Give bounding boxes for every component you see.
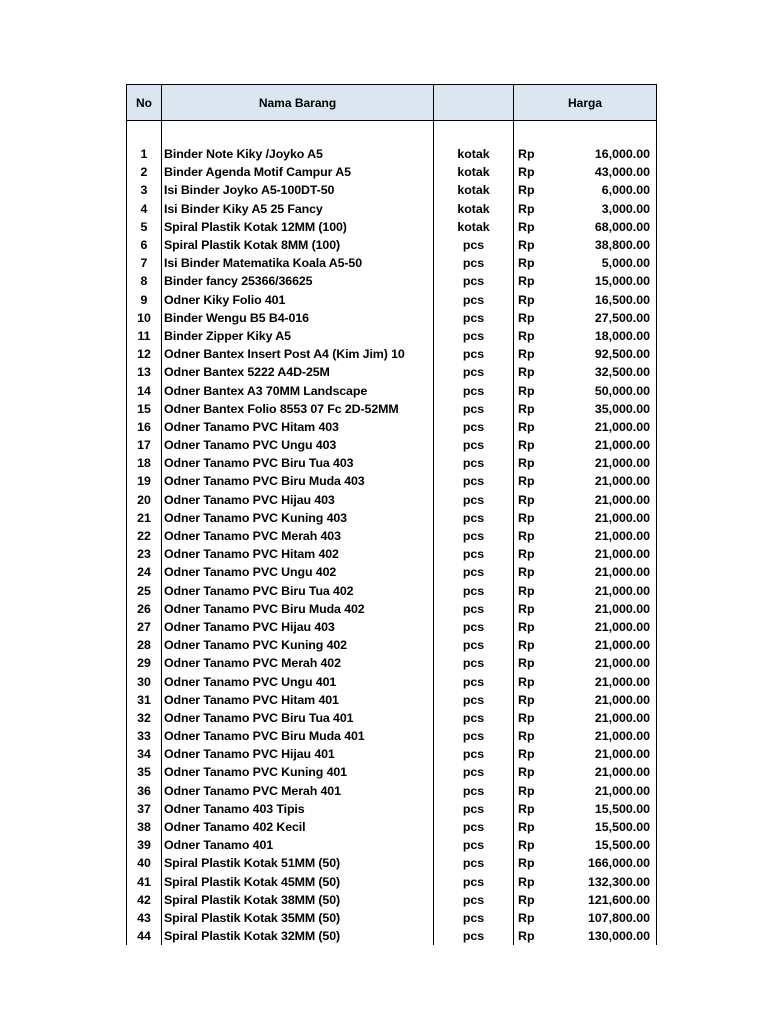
row-no: 30 <box>127 672 162 690</box>
row-no: 44 <box>127 927 162 945</box>
row-currency: Rp <box>514 272 552 290</box>
row-price: 21,000.00 <box>552 672 657 690</box>
row-unit: pcs <box>434 327 514 345</box>
row-price: 132,300.00 <box>552 873 657 891</box>
row-no: 3 <box>127 181 162 199</box>
price-list-sheet <box>126 84 656 945</box>
row-item-name: Binder Wengu B5 B4-016 <box>162 309 434 327</box>
table-row <box>127 727 657 745</box>
row-unit: pcs <box>434 400 514 418</box>
row-no: 28 <box>127 636 162 654</box>
row-unit: kotak <box>434 200 514 218</box>
table-row <box>127 745 657 763</box>
row-currency: Rp <box>514 800 552 818</box>
row-price: 15,500.00 <box>552 818 657 836</box>
row-item-name: Odner Tanamo PVC Kuning 402 <box>162 636 434 654</box>
header-price: Harga <box>514 85 657 121</box>
row-currency: Rp <box>514 854 552 872</box>
row-currency: Rp <box>514 709 552 727</box>
row-item-name: Binder Note Kiky /Joyko A5 <box>162 145 434 163</box>
row-price: 16,000.00 <box>552 145 657 163</box>
row-currency: Rp <box>514 254 552 272</box>
row-currency: Rp <box>514 400 552 418</box>
row-unit: pcs <box>434 854 514 872</box>
row-item-name: Odner Tanamo 402 Kecil <box>162 818 434 836</box>
row-unit: pcs <box>434 891 514 909</box>
row-unit: pcs <box>434 836 514 854</box>
row-item-name: Isi Binder Joyko A5-100DT-50 <box>162 181 434 199</box>
row-unit: pcs <box>434 454 514 472</box>
row-currency: Rp <box>514 491 552 509</box>
table-row <box>127 236 657 254</box>
row-unit: kotak <box>434 163 514 181</box>
table-row <box>127 472 657 490</box>
row-price: 21,000.00 <box>552 763 657 781</box>
row-price: 21,000.00 <box>552 418 657 436</box>
row-no: 12 <box>127 345 162 363</box>
row-currency: Rp <box>514 636 552 654</box>
table-row <box>127 600 657 618</box>
row-item-name: Spiral Plastik Kotak 12MM (100) <box>162 218 434 236</box>
row-currency: Rp <box>514 145 552 163</box>
row-unit: pcs <box>434 763 514 781</box>
table-row <box>127 218 657 236</box>
row-unit: kotak <box>434 145 514 163</box>
row-item-name: Odner Kiky Folio 401 <box>162 291 434 309</box>
row-unit: pcs <box>434 600 514 618</box>
table-row <box>127 181 657 199</box>
row-no: 42 <box>127 891 162 909</box>
row-no: 14 <box>127 381 162 399</box>
row-unit: pcs <box>434 636 514 654</box>
row-currency: Rp <box>514 545 552 563</box>
row-price: 21,000.00 <box>552 691 657 709</box>
row-no: 32 <box>127 709 162 727</box>
row-currency: Rp <box>514 672 552 690</box>
row-item-name: Spiral Plastik Kotak 32MM (50) <box>162 927 434 945</box>
row-currency: Rp <box>514 363 552 381</box>
row-unit: pcs <box>434 563 514 581</box>
row-no: 31 <box>127 691 162 709</box>
row-price: 43,000.00 <box>552 163 657 181</box>
row-currency: Rp <box>514 727 552 745</box>
table-row <box>127 436 657 454</box>
row-currency: Rp <box>514 818 552 836</box>
row-no: 25 <box>127 582 162 600</box>
row-no: 8 <box>127 272 162 290</box>
row-price: 38,800.00 <box>552 236 657 254</box>
table-row <box>127 272 657 290</box>
price-list-table <box>126 84 657 945</box>
row-price: 68,000.00 <box>552 218 657 236</box>
row-price: 35,000.00 <box>552 400 657 418</box>
row-item-name: Odner Tanamo PVC Biru Tua 402 <box>162 582 434 600</box>
row-price: 107,800.00 <box>552 909 657 927</box>
row-item-name: Odner Tanamo PVC Merah 403 <box>162 527 434 545</box>
table-row <box>127 873 657 891</box>
row-currency: Rp <box>514 472 552 490</box>
row-currency: Rp <box>514 454 552 472</box>
row-no: 18 <box>127 454 162 472</box>
row-no: 26 <box>127 600 162 618</box>
table-body <box>127 121 657 946</box>
row-item-name: Odner Tanamo PVC Hijau 403 <box>162 491 434 509</box>
row-no: 20 <box>127 491 162 509</box>
row-price: 21,000.00 <box>552 600 657 618</box>
row-no: 24 <box>127 563 162 581</box>
row-item-name: Binder Zipper Kiky A5 <box>162 327 434 345</box>
row-item-name: Odner Tanamo PVC Kuning 403 <box>162 509 434 527</box>
row-price: 21,000.00 <box>552 472 657 490</box>
row-currency: Rp <box>514 873 552 891</box>
row-unit: pcs <box>434 545 514 563</box>
table-row <box>127 527 657 545</box>
row-item-name: Odner Tanamo PVC Biru Muda 401 <box>162 727 434 745</box>
row-no: 6 <box>127 236 162 254</box>
row-unit: pcs <box>434 873 514 891</box>
row-no: 43 <box>127 909 162 927</box>
row-item-name: Odner Tanamo PVC Hitam 403 <box>162 418 434 436</box>
row-unit: pcs <box>434 381 514 399</box>
row-item-name: Odner Tanamo 401 <box>162 836 434 854</box>
row-item-name: Odner Tanamo PVC Biru Tua 401 <box>162 709 434 727</box>
row-no: 35 <box>127 763 162 781</box>
row-item-name: Odner Tanamo PVC Biru Muda 403 <box>162 472 434 490</box>
row-price: 21,000.00 <box>552 618 657 636</box>
table-row <box>127 691 657 709</box>
row-unit: pcs <box>434 418 514 436</box>
row-currency: Rp <box>514 327 552 345</box>
row-item-name: Binder fancy 25366/36625 <box>162 272 434 290</box>
row-currency: Rp <box>514 527 552 545</box>
row-item-name: Odner Bantex A3 70MM Landscape <box>162 381 434 399</box>
row-price: 18,000.00 <box>552 327 657 345</box>
table-row <box>127 672 657 690</box>
row-no: 10 <box>127 309 162 327</box>
row-item-name: Spiral Plastik Kotak 38MM (50) <box>162 891 434 909</box>
row-unit: pcs <box>434 709 514 727</box>
row-price: 21,000.00 <box>552 563 657 581</box>
row-unit: pcs <box>434 472 514 490</box>
row-currency: Rp <box>514 218 552 236</box>
table-row <box>127 709 657 727</box>
table-row <box>127 491 657 509</box>
row-no: 23 <box>127 545 162 563</box>
table-row <box>127 327 657 345</box>
table-row <box>127 200 657 218</box>
row-no: 37 <box>127 800 162 818</box>
row-item-name: Odner Tanamo PVC Hitam 402 <box>162 545 434 563</box>
row-no: 34 <box>127 745 162 763</box>
table-row <box>127 345 657 363</box>
row-price: 32,500.00 <box>552 363 657 381</box>
row-no: 4 <box>127 200 162 218</box>
row-price: 21,000.00 <box>552 582 657 600</box>
row-unit: pcs <box>434 582 514 600</box>
row-unit: pcs <box>434 509 514 527</box>
table-row <box>127 854 657 872</box>
row-item-name: Odner Bantex Insert Post A4 (Kim Jim) 10 <box>162 345 434 363</box>
row-item-name: Binder Agenda Motif Campur A5 <box>162 163 434 181</box>
row-item-name: Odner Tanamo PVC Hitam 401 <box>162 691 434 709</box>
row-no: 9 <box>127 291 162 309</box>
row-item-name: Isi Binder Kiky A5 25 Fancy <box>162 200 434 218</box>
table-row <box>127 836 657 854</box>
table-row <box>127 254 657 272</box>
row-no: 19 <box>127 472 162 490</box>
row-unit: kotak <box>434 181 514 199</box>
row-item-name: Odner Tanamo PVC Biru Muda 402 <box>162 600 434 618</box>
row-currency: Rp <box>514 582 552 600</box>
row-unit: pcs <box>434 745 514 763</box>
table-row <box>127 818 657 836</box>
row-item-name: Spiral Plastik Kotak 45MM (50) <box>162 873 434 891</box>
row-currency: Rp <box>514 381 552 399</box>
row-item-name: Odner Bantex Folio 8553 07 Fc 2D-52MM <box>162 400 434 418</box>
table-row <box>127 400 657 418</box>
header-item-name: Nama Barang <box>162 85 434 121</box>
row-item-name: Odner Tanamo PVC Ungu 401 <box>162 672 434 690</box>
row-no: 40 <box>127 854 162 872</box>
table-row <box>127 636 657 654</box>
row-item-name: Odner Tanamo PVC Hijau 403 <box>162 618 434 636</box>
row-unit: pcs <box>434 236 514 254</box>
row-currency: Rp <box>514 563 552 581</box>
table-row <box>127 291 657 309</box>
table-row <box>127 782 657 800</box>
row-unit: pcs <box>434 272 514 290</box>
row-currency: Rp <box>514 509 552 527</box>
row-unit: pcs <box>434 309 514 327</box>
row-no: 17 <box>127 436 162 454</box>
row-item-name: Odner Tanamo PVC Merah 402 <box>162 654 434 672</box>
row-currency: Rp <box>514 891 552 909</box>
row-price: 3,000.00 <box>552 200 657 218</box>
row-item-name: Odner Tanamo 403 Tipis <box>162 800 434 818</box>
row-unit: pcs <box>434 254 514 272</box>
row-item-name: Odner Bantex 5222 A4D-25M <box>162 363 434 381</box>
row-price: 21,000.00 <box>552 709 657 727</box>
row-unit: pcs <box>434 618 514 636</box>
row-item-name: Spiral Plastik Kotak 8MM (100) <box>162 236 434 254</box>
table-row <box>127 163 657 181</box>
row-price: 50,000.00 <box>552 381 657 399</box>
header-unit <box>434 85 514 121</box>
table-row <box>127 909 657 927</box>
row-no: 7 <box>127 254 162 272</box>
row-unit: pcs <box>434 491 514 509</box>
row-no: 16 <box>127 418 162 436</box>
row-currency: Rp <box>514 909 552 927</box>
row-no: 22 <box>127 527 162 545</box>
row-item-name: Odner Tanamo PVC Merah 401 <box>162 782 434 800</box>
row-currency: Rp <box>514 291 552 309</box>
table-row <box>127 618 657 636</box>
row-price: 5,000.00 <box>552 254 657 272</box>
row-price: 21,000.00 <box>552 436 657 454</box>
table-row <box>127 582 657 600</box>
row-no: 21 <box>127 509 162 527</box>
table-row <box>127 381 657 399</box>
header-no: No <box>127 85 162 121</box>
row-currency: Rp <box>514 654 552 672</box>
row-no: 36 <box>127 782 162 800</box>
row-unit: pcs <box>434 291 514 309</box>
row-no: 33 <box>127 727 162 745</box>
row-currency: Rp <box>514 309 552 327</box>
row-unit: pcs <box>434 818 514 836</box>
spacer-row <box>127 121 657 146</box>
row-price: 21,000.00 <box>552 782 657 800</box>
row-currency: Rp <box>514 836 552 854</box>
row-no: 41 <box>127 873 162 891</box>
row-currency: Rp <box>514 745 552 763</box>
row-price: 21,000.00 <box>552 727 657 745</box>
table-row <box>127 654 657 672</box>
row-unit: pcs <box>434 654 514 672</box>
table-row <box>127 763 657 781</box>
table-row <box>127 145 657 163</box>
row-currency: Rp <box>514 618 552 636</box>
row-price: 21,000.00 <box>552 527 657 545</box>
row-price: 21,000.00 <box>552 509 657 527</box>
table-header <box>127 85 657 121</box>
table-row <box>127 363 657 381</box>
row-price: 92,500.00 <box>552 345 657 363</box>
row-unit: pcs <box>434 436 514 454</box>
row-price: 6,000.00 <box>552 181 657 199</box>
row-item-name: Spiral Plastik Kotak 35MM (50) <box>162 909 434 927</box>
row-currency: Rp <box>514 600 552 618</box>
row-unit: pcs <box>434 527 514 545</box>
row-unit: pcs <box>434 345 514 363</box>
row-no: 38 <box>127 818 162 836</box>
row-currency: Rp <box>514 782 552 800</box>
row-price: 121,600.00 <box>552 891 657 909</box>
row-no: 15 <box>127 400 162 418</box>
row-currency: Rp <box>514 200 552 218</box>
row-no: 39 <box>127 836 162 854</box>
row-no: 5 <box>127 218 162 236</box>
table-row <box>127 509 657 527</box>
table-row <box>127 800 657 818</box>
row-price: 15,000.00 <box>552 272 657 290</box>
row-item-name: Odner Tanamo PVC Ungu 403 <box>162 436 434 454</box>
row-unit: pcs <box>434 927 514 945</box>
table-row <box>127 927 657 945</box>
table-row <box>127 891 657 909</box>
row-no: 29 <box>127 654 162 672</box>
table-row <box>127 309 657 327</box>
row-price: 21,000.00 <box>552 545 657 563</box>
row-price: 21,000.00 <box>552 745 657 763</box>
table-row <box>127 454 657 472</box>
row-unit: pcs <box>434 782 514 800</box>
row-price: 16,500.00 <box>552 291 657 309</box>
row-price: 21,000.00 <box>552 636 657 654</box>
table-row <box>127 418 657 436</box>
row-currency: Rp <box>514 163 552 181</box>
row-no: 2 <box>127 163 162 181</box>
row-price: 27,500.00 <box>552 309 657 327</box>
row-price: 130,000.00 <box>552 927 657 945</box>
row-currency: Rp <box>514 691 552 709</box>
row-item-name: Odner Tanamo PVC Biru Tua 403 <box>162 454 434 472</box>
row-currency: Rp <box>514 436 552 454</box>
row-item-name: Odner Tanamo PVC Hijau 401 <box>162 745 434 763</box>
table-row <box>127 563 657 581</box>
row-price: 21,000.00 <box>552 454 657 472</box>
row-currency: Rp <box>514 418 552 436</box>
row-currency: Rp <box>514 181 552 199</box>
row-item-name: Spiral Plastik Kotak 51MM (50) <box>162 854 434 872</box>
row-price: 166,000.00 <box>552 854 657 872</box>
table-row <box>127 545 657 563</box>
row-item-name: Isi Binder Matematika Koala A5-50 <box>162 254 434 272</box>
row-currency: Rp <box>514 236 552 254</box>
row-unit: pcs <box>434 363 514 381</box>
row-price: 15,500.00 <box>552 800 657 818</box>
row-no: 1 <box>127 145 162 163</box>
row-currency: Rp <box>514 763 552 781</box>
row-no: 27 <box>127 618 162 636</box>
row-unit: pcs <box>434 691 514 709</box>
row-unit: pcs <box>434 800 514 818</box>
row-price: 21,000.00 <box>552 491 657 509</box>
row-unit: kotak <box>434 218 514 236</box>
row-item-name: Odner Tanamo PVC Ungu 402 <box>162 563 434 581</box>
row-unit: pcs <box>434 672 514 690</box>
row-price: 15,500.00 <box>552 836 657 854</box>
row-item-name: Odner Tanamo PVC Kuning 401 <box>162 763 434 781</box>
row-unit: pcs <box>434 727 514 745</box>
row-unit: pcs <box>434 909 514 927</box>
row-no: 11 <box>127 327 162 345</box>
row-currency: Rp <box>514 345 552 363</box>
row-currency: Rp <box>514 927 552 945</box>
row-price: 21,000.00 <box>552 654 657 672</box>
row-no: 13 <box>127 363 162 381</box>
